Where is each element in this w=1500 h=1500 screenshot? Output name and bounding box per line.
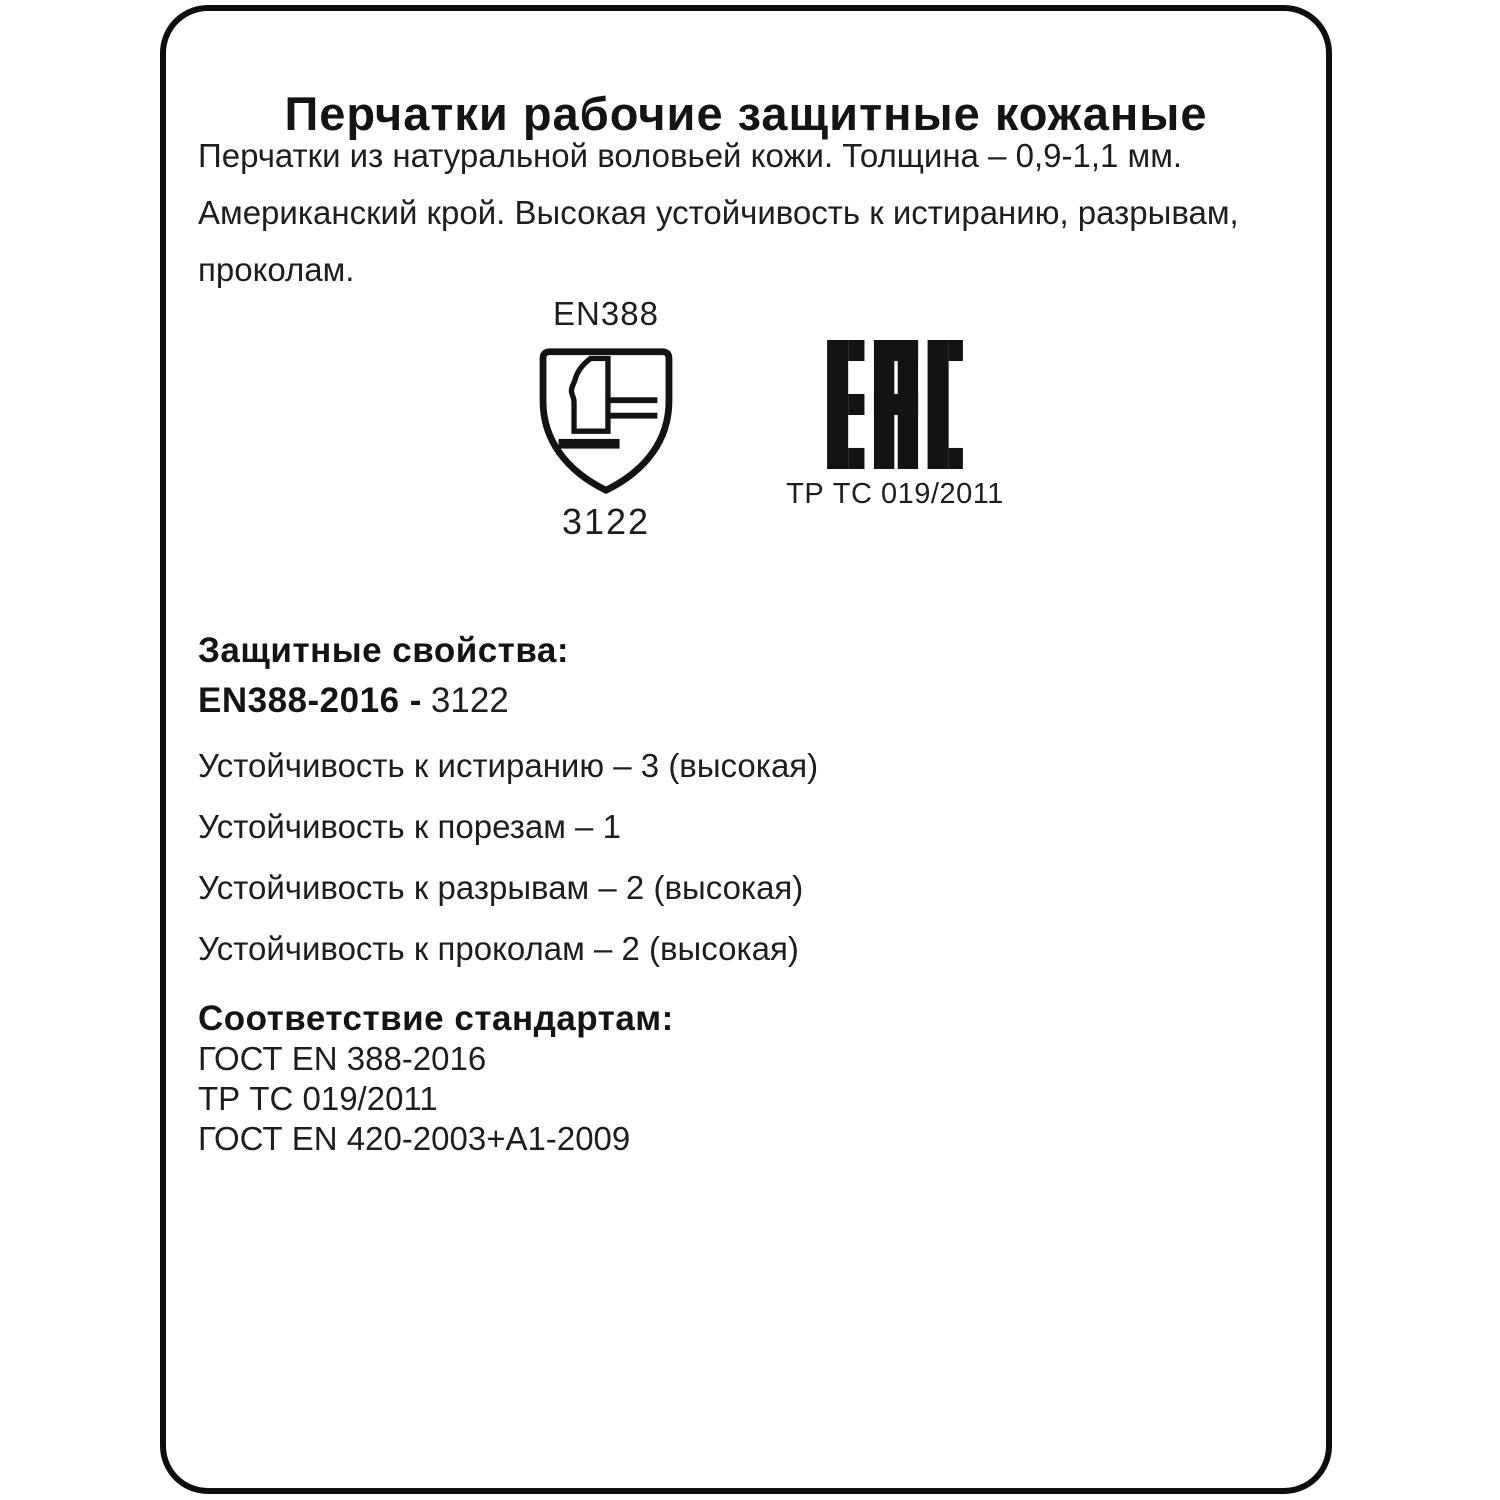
en388-shield-glove-abrasion-icon <box>533 343 679 498</box>
protective-properties-heading: Защитные свойства: <box>198 631 569 670</box>
eac-badge <box>760 340 1030 512</box>
standard-item: ТР ТС 019/2011 <box>198 1080 438 1117</box>
description-line: Американский крой. Высокая устойчивость к истиранию, разрывам, <box>198 194 1239 231</box>
en388-label: EN388 <box>553 295 659 332</box>
eac-conformity-mark-icon <box>827 340 963 469</box>
product-description <box>198 127 1306 298</box>
description-line: Перчатки из натуральной воловьей кожи. Толщина – 0,9-1,1 мм. <box>198 137 1183 174</box>
description-line: проколам. <box>198 251 355 288</box>
en388-performance-code: 3122 <box>561 501 651 542</box>
standard-line <box>198 679 1302 723</box>
standard-label: EN388-2016 - <box>198 681 422 720</box>
standard-item: ГОСТ EN 420-2003+А1-2009 <box>198 1120 631 1157</box>
protective-properties-list <box>198 735 1302 979</box>
property-item: Устойчивость к разрывам – 2 (высокая) <box>198 869 804 906</box>
en388-badge <box>481 294 731 541</box>
protective-properties-section <box>198 631 1302 979</box>
page-title: Перчатки рабочие защитные кожаные <box>284 87 1208 141</box>
eac-regulation: ТР ТС 019/2011 <box>786 478 1004 510</box>
property-item: Устойчивость к проколам – 2 (высокая) <box>198 930 799 967</box>
standards-compliance-section <box>198 999 1302 1159</box>
property-item: Устойчивость к порезам – 1 <box>198 808 621 845</box>
standards-heading: Соответствие стандартам: <box>198 999 674 1038</box>
standard-value: 3122 <box>430 681 509 720</box>
product-info-card <box>160 5 1332 1494</box>
property-item: Устойчивость к истиранию – 3 (высокая) <box>198 747 819 784</box>
standard-item: ГОСТ EN 388-2016 <box>198 1040 487 1077</box>
standards-list <box>198 1039 1302 1159</box>
